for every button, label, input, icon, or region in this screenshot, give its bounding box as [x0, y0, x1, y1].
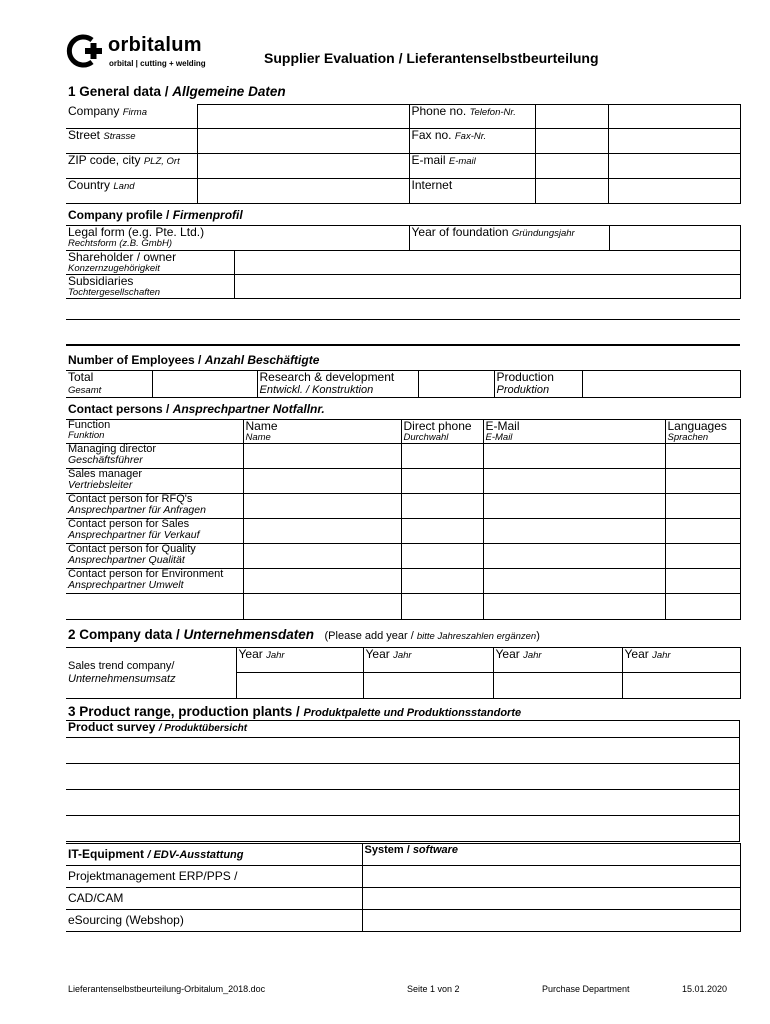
zip-label-en: ZIP code, city — [68, 153, 141, 167]
legal-form-en: Legal form (e.g. Pte. Ltd.) — [68, 225, 205, 239]
shareholder-en: Shareholder / owner — [68, 250, 177, 264]
sales-trend-label — [66, 648, 236, 699]
languages-field[interactable] — [665, 494, 740, 519]
table-row — [66, 594, 740, 620]
year-note-de: bitte Jahreszahlen ergänzen — [416, 631, 537, 642]
row-function-en: Contact person for RFQ's — [68, 493, 193, 505]
phone-field[interactable] — [401, 494, 483, 519]
country-label — [66, 179, 197, 204]
internet-field[interactable] — [535, 179, 608, 204]
internet-label — [409, 179, 535, 204]
languages-field[interactable] — [665, 544, 740, 569]
street-label — [66, 129, 197, 154]
email-field[interactable] — [483, 519, 665, 544]
orbitalum-logo — [66, 32, 236, 72]
product-survey-en: Product survey — [68, 720, 156, 734]
section-company-data-de: Unternehmensdaten — [183, 627, 315, 642]
shareholder-label — [66, 251, 234, 275]
legal-form-label — [66, 226, 409, 251]
fax-label-de: Fax-Nr. — [454, 131, 487, 142]
name-field[interactable] — [243, 569, 401, 594]
product-survey-line[interactable] — [66, 764, 740, 790]
logo-tagline: orbital | cutting + welding — [109, 59, 206, 68]
year-1-value[interactable] — [236, 673, 363, 699]
country-field[interactable] — [197, 179, 409, 204]
general-data-table — [66, 104, 741, 204]
profile-extra-line-2 — [66, 344, 740, 346]
year-note-end: ) — [536, 630, 540, 642]
table-row — [66, 519, 740, 544]
product-survey-header — [66, 721, 740, 738]
year-2-header — [363, 648, 493, 673]
email-field[interactable] — [483, 469, 665, 494]
phone-field-ext[interactable] — [608, 105, 740, 129]
phone-field[interactable] — [535, 105, 608, 129]
col-email-de: E-Mail — [485, 432, 513, 443]
footer-department: Purchase Department — [542, 984, 630, 994]
email-field-ext[interactable] — [608, 154, 740, 179]
languages-field[interactable] — [665, 594, 740, 620]
col-email — [483, 420, 665, 444]
row-function — [66, 569, 243, 594]
col-function — [66, 420, 243, 444]
it-equipment-header — [66, 844, 362, 866]
section-employees-title — [68, 353, 319, 367]
total-field[interactable] — [152, 371, 257, 398]
year-foundation-de: Gründungsjahr — [511, 228, 575, 239]
name-field[interactable] — [243, 544, 401, 569]
it-row-field[interactable] — [362, 910, 740, 932]
email-field[interactable] — [483, 544, 665, 569]
internet-field-ext[interactable] — [608, 179, 740, 204]
languages-field[interactable] — [665, 519, 740, 544]
year-3-en: Year — [495, 647, 520, 661]
street-label-en: Street — [68, 128, 101, 142]
it-equipment-de: / EDV-Ausstattung — [147, 848, 244, 861]
subsidiaries-en: Subsidiaries — [68, 274, 134, 288]
table-row — [66, 494, 740, 519]
product-survey-line[interactable] — [66, 790, 740, 816]
phone-label-de: Telefon-Nr. — [469, 107, 516, 118]
zip-field[interactable] — [197, 154, 409, 179]
col-phone-en: Direct phone — [403, 419, 472, 433]
row-function-de: Ansprechpartner für Verkauf — [68, 529, 200, 541]
year-foundation-en: Year of foundation — [411, 225, 509, 239]
row-function-de: Ansprechpartner Qualität — [68, 554, 185, 566]
subsidiaries-field[interactable] — [234, 275, 740, 299]
col-name-de: Name — [245, 432, 271, 443]
table-row — [66, 569, 740, 594]
section-general-title-en: 1 General data / — [68, 84, 173, 99]
employees-table — [66, 370, 741, 398]
name-field[interactable] — [243, 519, 401, 544]
section-products-en: 3 Product range, production plants / — [68, 704, 304, 719]
col-phone-de: Durchwahl — [403, 432, 449, 443]
sales-trend-table — [66, 647, 741, 699]
fax-label-en: Fax no. — [411, 128, 452, 142]
phone-field[interactable] — [401, 544, 483, 569]
col-name — [243, 420, 401, 444]
row-function-en: Contact person for Environment — [68, 568, 224, 580]
table-row — [66, 469, 740, 494]
phone-field[interactable] — [401, 469, 483, 494]
col-languages — [665, 420, 740, 444]
it-equipment-en: IT-Equipment — [68, 846, 144, 861]
col-email-en: E-Mail — [485, 419, 520, 433]
zip-label-de: PLZ, Ort — [143, 156, 180, 167]
total-de: Gesamt — [68, 385, 102, 396]
company-label-en: Company — [68, 104, 120, 118]
row-function — [66, 444, 243, 469]
production-de: Produktion — [496, 384, 550, 396]
country-label-en: Country — [68, 178, 111, 192]
internet-label-en: Internet — [411, 178, 453, 192]
product-survey-line[interactable] — [66, 816, 740, 842]
footer-date: 15.01.2020 — [682, 984, 728, 994]
languages-field[interactable] — [665, 569, 740, 594]
it-equipment-table — [66, 843, 741, 932]
row-function — [66, 544, 243, 569]
section-employees-title-en: Number of Employees / — [68, 353, 205, 367]
languages-field[interactable] — [665, 444, 740, 469]
section-profile-title-en: Company profile / — [68, 208, 173, 222]
year-4-de: Jahr — [652, 650, 671, 661]
it-row-field[interactable] — [362, 888, 740, 910]
row-function-en: Contact person for Quality — [68, 543, 196, 555]
section-contacts-title — [68, 402, 325, 416]
product-survey-line[interactable] — [66, 738, 740, 764]
it-row-field[interactable] — [362, 866, 740, 888]
sales-trend-de: Unternehmensumsatz — [68, 673, 176, 685]
shareholder-field[interactable] — [234, 251, 740, 275]
system-header — [362, 844, 740, 866]
email-field[interactable] — [483, 569, 665, 594]
email-label-de: E-mail — [448, 156, 476, 167]
fax-label — [409, 129, 535, 154]
email-field[interactable] — [483, 494, 665, 519]
section-contacts-title-de: Ansprechpartner Notfallnr. — [172, 402, 325, 416]
row-function — [66, 494, 243, 519]
production-field[interactable] — [582, 371, 740, 398]
company-label — [66, 105, 197, 129]
section-company-data-title — [68, 626, 540, 644]
section-products-de: Produktpalette und Produktionsstandorte — [303, 707, 522, 719]
col-name-en: Name — [245, 419, 278, 433]
it-row-label: CAD/CAM — [66, 888, 362, 910]
it-row-label: eSourcing (Webshop) — [66, 910, 362, 932]
section-contacts-title-en: Contact persons / — [68, 402, 173, 416]
research-field[interactable] — [418, 371, 494, 398]
production-en: Production — [496, 370, 554, 384]
street-label-de: Strasse — [103, 131, 136, 142]
section-profile-title-de: Firmenprofil — [172, 208, 243, 222]
table-row — [66, 444, 740, 469]
col-languages-de: Sprachen — [667, 432, 709, 443]
shareholder-de: Konzernzugehörigkeit — [68, 263, 160, 274]
section-products-title — [68, 703, 521, 721]
year-4-header — [622, 648, 740, 673]
email-field[interactable] — [535, 154, 608, 179]
year-note-en: (Please add year / — [324, 630, 417, 642]
phone-field[interactable] — [401, 594, 483, 620]
footer-filename: Lieferantenselbstbeurteilung-Orbitalum_2018.doc — [68, 984, 266, 994]
col-phone — [401, 420, 483, 444]
email-field[interactable] — [483, 594, 665, 620]
research-de: Entwickl. / Konstruktion — [259, 384, 374, 396]
row-function — [66, 469, 243, 494]
zip-label — [66, 154, 197, 179]
year-1-de: Jahr — [266, 650, 285, 661]
year-3-de: Jahr — [523, 650, 542, 661]
footer-page: Seite 1 von 2 — [407, 984, 460, 994]
phone-label-en: Phone no. — [411, 104, 467, 118]
profile-table — [66, 225, 741, 299]
email-field[interactable] — [483, 444, 665, 469]
row-function — [66, 519, 243, 544]
name-field[interactable] — [243, 469, 401, 494]
page-title: Supplier Evaluation / Lieferantenselbstbeurteilung — [264, 50, 599, 66]
section-employees-title-de: Anzahl Beschäftigte — [204, 353, 320, 367]
product-survey-table — [66, 720, 740, 842]
year-foundation-field[interactable] — [609, 226, 740, 251]
row-function-empty[interactable] — [66, 594, 243, 620]
email-label — [409, 154, 535, 179]
section-company-data-en: 2 Company data / — [68, 627, 184, 642]
year-1-header — [236, 648, 363, 673]
year-foundation-label — [409, 226, 609, 251]
year-4-value[interactable] — [622, 673, 740, 699]
row-function-en: Managing director — [68, 443, 157, 455]
row-function-de: Vertriebsleiter — [68, 479, 133, 491]
col-function-en: Function — [68, 419, 111, 431]
system-en: System / — [364, 844, 413, 856]
contacts-header-row — [66, 420, 740, 444]
production-label — [494, 371, 582, 398]
phone-field[interactable] — [401, 519, 483, 544]
phone-field[interactable] — [401, 444, 483, 469]
year-4-en: Year — [624, 647, 649, 661]
logo-mark-icon — [66, 32, 104, 70]
subsidiaries-de: Tochtergesellschaften — [68, 287, 161, 298]
logo-name: orbitalum — [108, 34, 202, 56]
street-field[interactable] — [197, 129, 409, 154]
col-languages-en: Languages — [667, 419, 727, 433]
name-field[interactable] — [243, 594, 401, 620]
col-function-de: Funktion — [68, 430, 105, 441]
name-field[interactable] — [243, 494, 401, 519]
year-3-value[interactable] — [493, 673, 622, 699]
name-field[interactable] — [243, 444, 401, 469]
profile-extra-line-1 — [66, 319, 740, 320]
product-survey-de: / Produktübersicht — [158, 723, 248, 734]
languages-field[interactable] — [665, 469, 740, 494]
country-label-de: Land — [113, 181, 135, 192]
email-label-en: E-mail — [411, 153, 446, 167]
section-general-title-de: Allgemeine Daten — [172, 84, 286, 99]
contacts-table — [66, 419, 741, 620]
year-2-en: Year — [365, 647, 390, 661]
fax-field[interactable] — [535, 129, 608, 154]
year-3-header — [493, 648, 622, 673]
section-profile-title — [68, 208, 243, 222]
company-field[interactable] — [197, 105, 409, 129]
year-1-en: Year — [238, 647, 263, 661]
row-function-de: Ansprechpartner für Anfragen — [68, 504, 206, 516]
total-label — [66, 371, 152, 398]
year-2-value[interactable] — [363, 673, 493, 699]
row-function-de: Ansprechpartner Umwelt — [68, 579, 184, 591]
it-row-label: Projektmanagement ERP/PPS / — [66, 866, 362, 888]
section-general-title — [68, 84, 286, 99]
table-row — [66, 544, 740, 569]
row-function-de: Geschäftsführer — [68, 454, 143, 466]
legal-form-de: Rechtsform (z.B. GmbH) — [68, 238, 172, 249]
phone-label — [409, 105, 535, 129]
phone-field[interactable] — [401, 569, 483, 594]
year-2-de: Jahr — [393, 650, 412, 661]
research-en: Research & development — [259, 370, 395, 384]
sales-trend-en: Sales trend company/ — [68, 660, 175, 672]
row-function-en: Sales manager — [68, 468, 142, 480]
research-label — [257, 371, 418, 398]
subsidiaries-label — [66, 275, 234, 299]
total-en: Total — [68, 370, 94, 384]
fax-field-ext[interactable] — [608, 129, 740, 154]
company-label-de: Firma — [122, 106, 147, 118]
system-de: software — [412, 844, 459, 856]
row-function-en: Contact person for Sales — [68, 518, 190, 530]
